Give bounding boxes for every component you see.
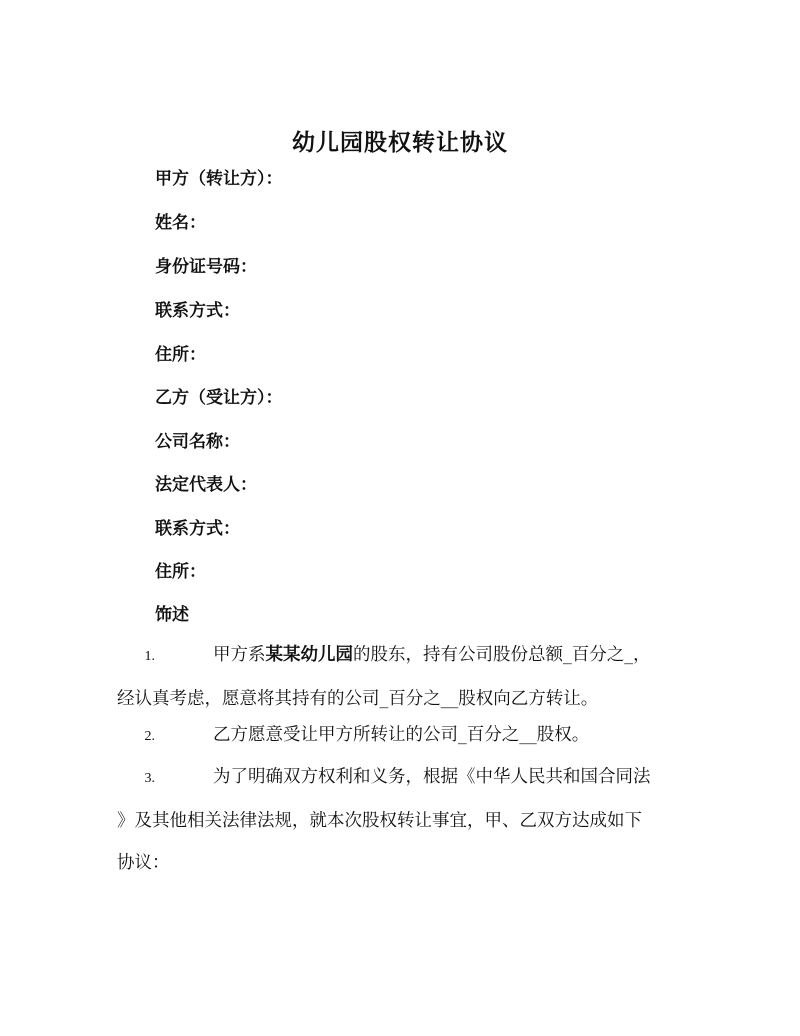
clause-number: 3.: [144, 771, 155, 786]
clause-3: [117, 756, 677, 884]
party-a-heading: 甲方（转让方）：: [155, 169, 283, 189]
clause-text: 甲方系: [213, 645, 266, 665]
clause-text: 经认真考虑，愿意将其持有的公司_百分之__股权向乙方转让。: [117, 689, 599, 709]
clause-text: 协议：: [117, 853, 170, 873]
party-b-legal-rep-label: 法定代表人：: [155, 475, 257, 495]
clause-1: [117, 634, 677, 720]
kindergarten-name: 某某幼儿园: [265, 645, 353, 665]
recitals-heading: 饰述: [155, 605, 189, 625]
document-title: 幼儿园股权转让协议: [292, 129, 508, 156]
party-a-id-label: 身份证号码：: [155, 257, 257, 277]
party-a-contact-label: 联系方式：: [155, 301, 240, 321]
party-b-heading: 乙方（受让方）：: [155, 388, 283, 408]
clause-number: 1.: [144, 649, 155, 664]
clause-text: 乙方愿意受让甲方所转让的公司_百分之__股权。: [213, 725, 590, 745]
clause-2: [117, 714, 677, 758]
party-b-address-label: 住所：: [155, 562, 206, 582]
clause-text: 的股东，持有公司股份总额_百分之_，: [353, 645, 651, 665]
party-a-address-label: 住所：: [155, 345, 206, 365]
party-a-name-label: 姓名：: [155, 213, 206, 233]
clause-number: 2.: [144, 729, 155, 744]
party-b-contact-label: 联系方式：: [155, 519, 240, 539]
clause-text: 为了明确双方权利和义务，根据《中华人民共和国合同法: [213, 767, 651, 787]
party-b-company-label: 公司名称：: [155, 432, 240, 452]
clause-text: 》及其他相关法律法规，就本次股权转让事宜，甲、乙双方达成如下: [117, 811, 642, 831]
